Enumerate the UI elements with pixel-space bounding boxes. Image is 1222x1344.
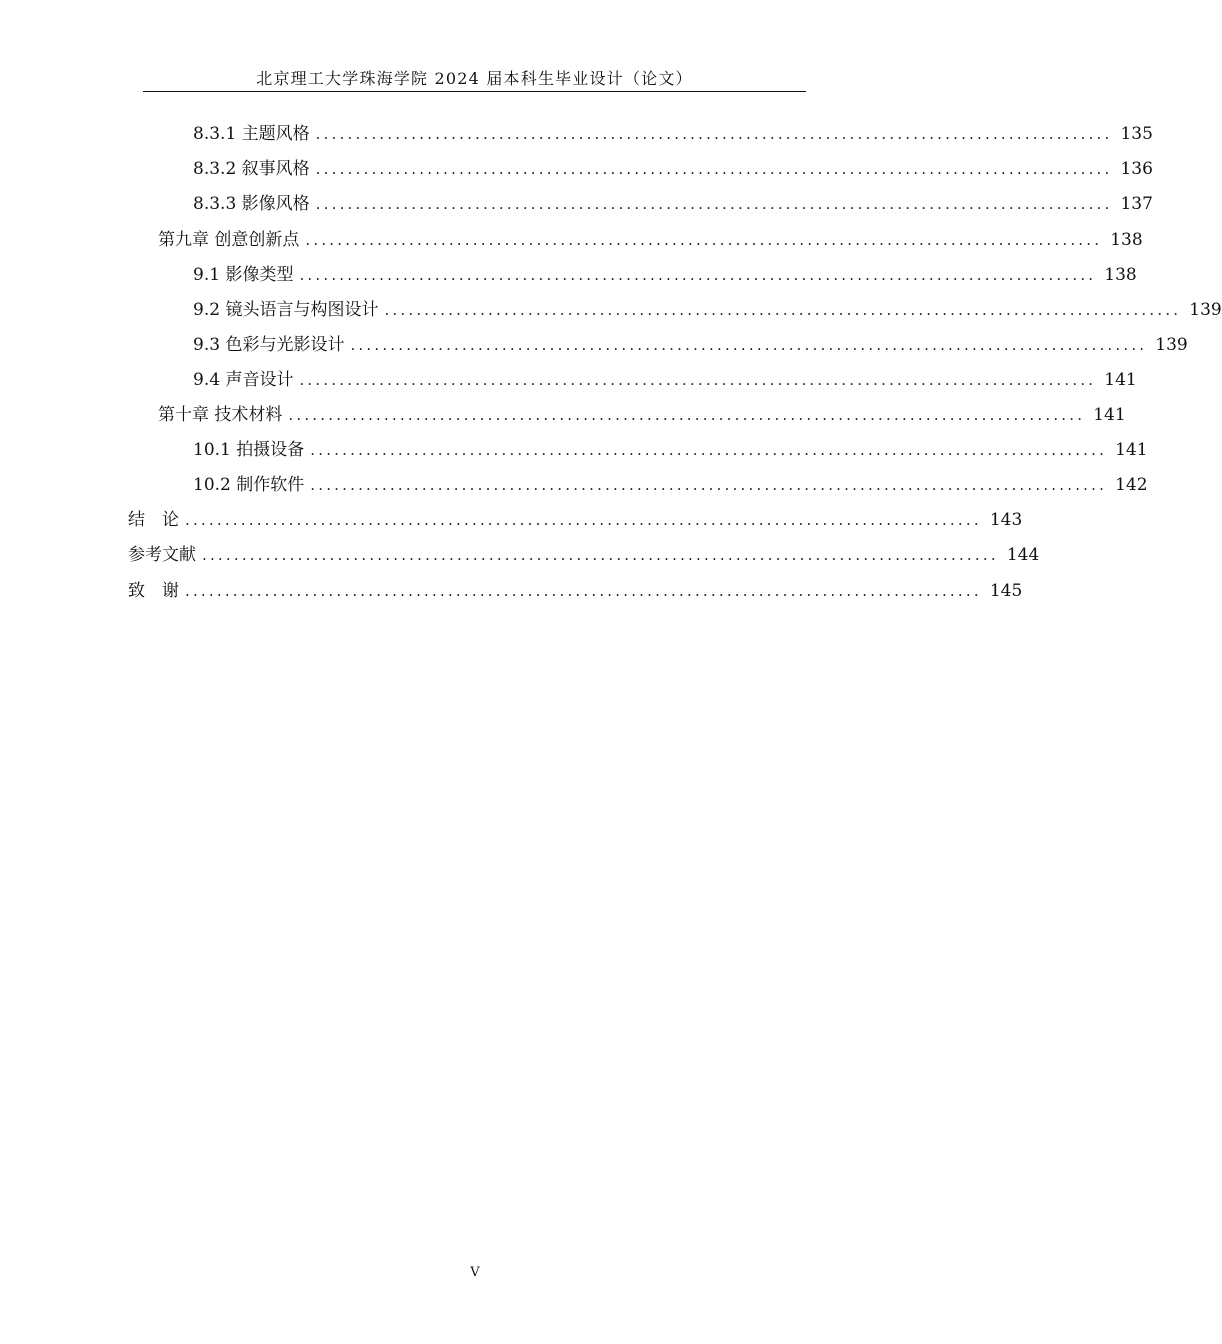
toc-entry-label: 9.2 镜头语言与构图设计 <box>193 300 379 320</box>
toc-entry[interactable] <box>193 470 1148 496</box>
toc-dot-leader: .................................................................................................... <box>185 511 982 529</box>
toc-dot-leader: .................................................................................................... <box>299 266 1097 284</box>
page-header <box>143 62 806 92</box>
toc-entry-page: 136 <box>1120 159 1153 179</box>
toc-entry-label: 9.3 色彩与光影设计 <box>193 335 345 355</box>
toc-entry[interactable] <box>193 365 1137 391</box>
toc-entry-label: 第十章 技术材料 <box>158 405 283 425</box>
toc-dot-leader: .................................................................................................... <box>350 336 1148 354</box>
toc-entry-page: 137 <box>1120 194 1153 214</box>
toc-dot-leader: .................................................................................................... <box>384 301 1182 319</box>
toc-entry[interactable] <box>193 260 1137 286</box>
toc-entry[interactable] <box>158 400 1126 426</box>
toc-entry-label: 10.2 制作软件 <box>193 475 305 495</box>
toc-entry-label: 结 论 <box>128 510 179 530</box>
toc-entry-label: 致 谢 <box>128 581 179 601</box>
toc-dot-leader: .................................................................................................... <box>202 546 999 564</box>
toc-entry[interactable] <box>193 189 1153 215</box>
toc-entry[interactable] <box>158 225 1143 251</box>
toc-entry[interactable] <box>128 576 1023 602</box>
toc-dot-leader: .................................................................................................... <box>315 160 1113 178</box>
toc-entry-page: 141 <box>1104 370 1137 390</box>
toc-entry[interactable] <box>193 330 1188 356</box>
toc-entry-label: 9.4 声音设计 <box>193 370 294 390</box>
toc-dot-leader: .................................................................................................... <box>305 231 1103 249</box>
header-title: 北京理工大学珠海学院 2024 届本科生毕业设计（论文） <box>256 69 693 88</box>
toc-dot-leader: .................................................................................................... <box>315 195 1113 213</box>
toc-entry-page: 141 <box>1115 440 1148 460</box>
toc-entry[interactable] <box>193 435 1148 461</box>
toc-entry-label: 8.3.3 影像风格 <box>193 194 310 214</box>
toc-dot-leader: .................................................................................................... <box>310 441 1108 459</box>
toc-entry-label: 8.3.2 叙事风格 <box>193 159 310 179</box>
toc-dot-leader: .................................................................................................... <box>288 406 1086 424</box>
toc-dot-leader: .................................................................................................... <box>315 125 1113 143</box>
toc-dot-leader: .................................................................................................... <box>299 371 1097 389</box>
toc-entry-label: 9.1 影像类型 <box>193 265 294 285</box>
toc-dot-leader: .................................................................................................... <box>185 582 982 600</box>
toc-entry-page: 138 <box>1104 265 1137 285</box>
toc-entry-page: 135 <box>1120 124 1153 144</box>
toc-entry[interactable] <box>193 295 1222 321</box>
toc-entry[interactable] <box>128 505 1023 531</box>
toc-entry-page: 139 <box>1155 335 1188 355</box>
toc-entry-page: 145 <box>989 581 1023 601</box>
toc-entry-label: 参考文献 <box>128 545 196 565</box>
toc-entry-page: 141 <box>1093 405 1126 425</box>
toc-entry-page: 143 <box>989 510 1023 530</box>
toc-entry-label: 10.1 拍摄设备 <box>193 440 305 460</box>
toc-entry[interactable] <box>193 154 1153 180</box>
page-number: V <box>470 1265 480 1280</box>
toc-entry[interactable] <box>128 540 1040 566</box>
toc-entry-page: 139 <box>1189 300 1222 320</box>
toc-entry-page: 138 <box>1110 230 1143 250</box>
toc-dot-leader: .................................................................................................... <box>310 476 1108 494</box>
toc-entry[interactable] <box>193 119 1153 145</box>
toc-entry-page: 144 <box>1006 545 1040 565</box>
toc-entry-label: 8.3.1 主题风格 <box>193 124 310 144</box>
toc-entry-page: 142 <box>1115 475 1148 495</box>
toc-entry-label: 第九章 创意创新点 <box>158 230 300 250</box>
